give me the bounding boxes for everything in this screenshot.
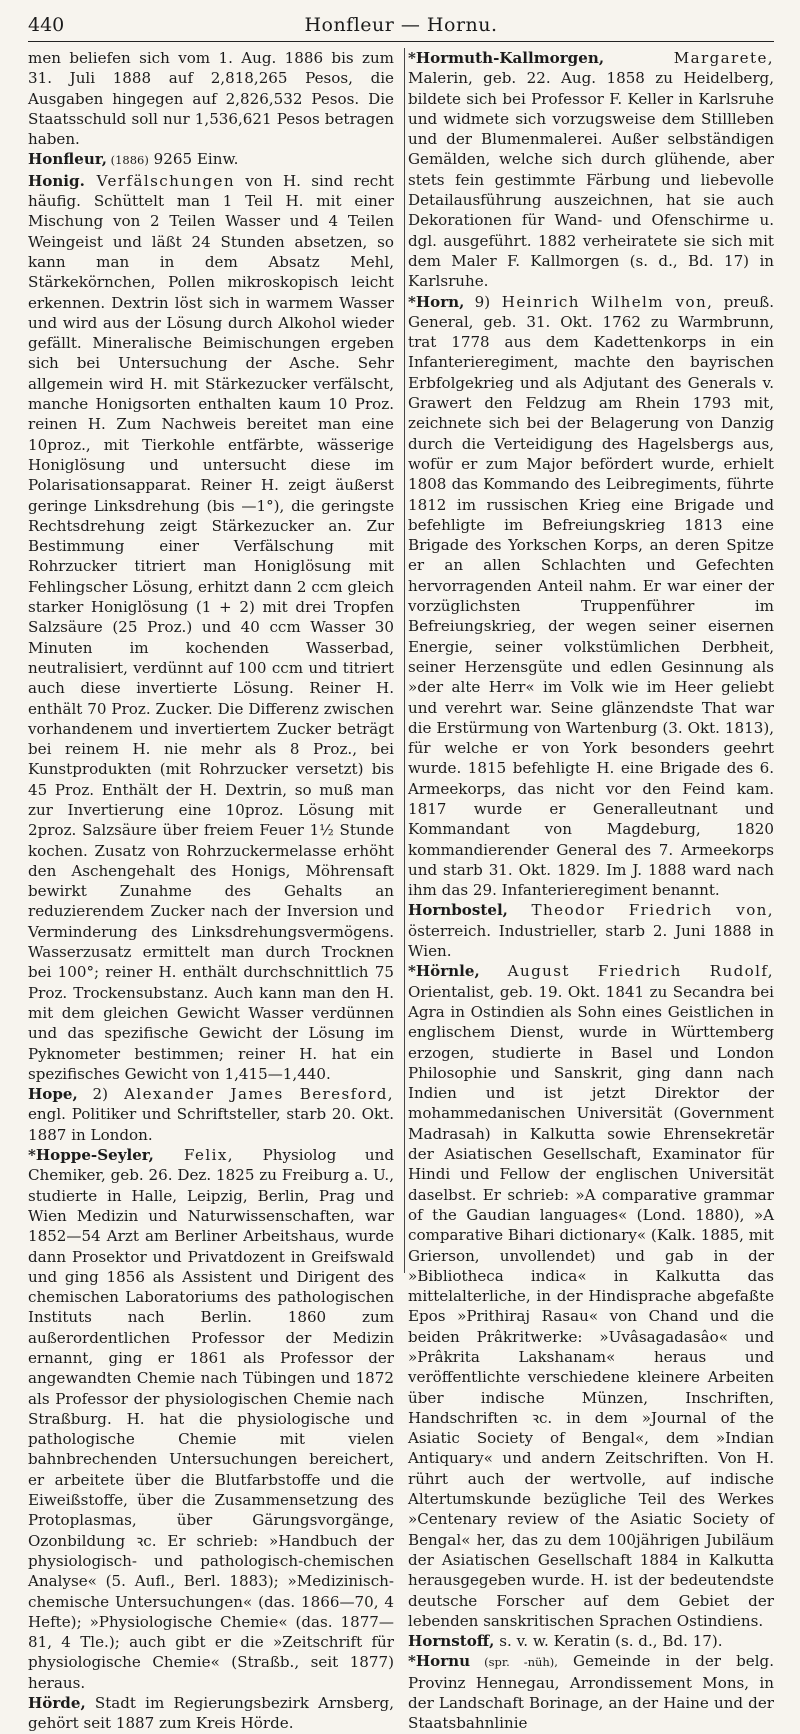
dictionary-entry [408, 1651, 774, 1733]
entry-text: Physiolog und Chemiker, geb. 26. Dez. 1825 zu Freiburg a. U., studierte in Halle, Leipzig, Berlin, Prag und Wien Medizin und Naturwissenschaften, war 1852—54 Arzt am Berliner Arbeitshaus, wurde dann Prosektor und Privatdozent in Greifswald und ging 1856 als Assistent und Dirigent des chemischen Laboratoriums des pathologischen Instituts nach Berlin. 1860 zum außerordentlichen Professor der Medizin ernannt, ging er 1861 als Professor der angewandten Chemie nach Tübingen und 1872 als Professor der physiologischen Chemie nach Straßburg. H. hat die physiologische und pathologische Chemie mit vielen bahnbrechenden Untersuchungen bereichert, er arbeitete über die Blutfarbstoffe und die Eiweißstoffe, über die Zusammensetzung des Protoplasmas, über Gärungsvorgänge, Ozonbildung ꝛc. Er schrieb: »Handbuch der physiologisch- und pathologisch-chemischen Analyse« (5. Aufl., Berl. 1883); »Medizinisch-chemische Untersuchungen« (das. 1866—70, 4 Hefte); »Physiologische Chemie« (das. 1877—81, 4 Tle.); auch gibt er die »Zeitschrift für physiologische Chemie« (Straßb., seit 1877) heraus. [28, 1146, 394, 1692]
entry-spaced-name: August Friedrich Rudolf, [479, 962, 774, 981]
dictionary-entry [408, 292, 774, 901]
entry-text: s. v. w. Keratin (s. d., Bd. 17). [494, 1632, 723, 1651]
entry-note: (1886) [106, 153, 149, 168]
entry-headword: *Hoppe-Seyler, [28, 1146, 154, 1165]
entry-spaced-name: Theodor Friedrich von, [507, 901, 774, 920]
dictionary-entry [408, 961, 774, 1631]
entry-headword: *Hörnle, [408, 962, 480, 981]
entry-spaced-name: Verfälschungen [84, 171, 235, 190]
text-columns [28, 48, 774, 1734]
entry-text: 9) [464, 292, 491, 311]
entry-headword: Hope, [28, 1085, 78, 1104]
entry-text-continued: engl. Politiker und Schriftsteller, starb 20. Okt. 1887 in London. [28, 1105, 394, 1144]
entry-text: von H. sind recht häufig. Schüttelt man 1 Teil H. mit einer Mischung von 2 Teilen Wasser und 4 Teilen Weingeist und läßt 24 Stunden absetzen, so kann man in dem Absatz Mehl, Stärkekörnchen, Pollen mikroskopisch leicht erkennen. Dextrin löst sich in warmem Wasser und wird aus der Lösung durch Alkohol wieder gefällt. Mineralische Beimischungen ergeben sich bei Untersuchung der Asche. Sehr allgemein wird H. mit Stärkezucker verfälscht, manche Honigsorten enthalten kaum 10 Proz. reinen H. Zum Nachweis bereitet man eine 10proz., mit Tierkohle entfärbte, wässerige Honiglösung und untersucht diese im Polarisationsapparat. Reiner H. zeigt äußerst geringe Linksdrehung (bis —1°), die geringste Rechtsdrehung zeigt Stärkezucker an. Zur Bestimmung einer Verfälschung mit Rohrzucker titriert man Honiglösung mit Fehlingscher Lösung, erhitzt dann 2 ccm gleich starker Honiglösung (1 + 2) mit drei Tropfen Salzsäure (25 Proz.) und 40 ccm Wasser 30 Minuten im kochenden Wasserbad, neutralisiert, verdünnt auf 100 ccm und titriert auch diese invertierte Lösung. Reiner H. enthält 70 Proz. Zucker. Die Differenz zwischen vorhandenem und invertiertem Zucker beträgt bei reinem H. nie mehr als 8 Proz., bei Kunstprodukten (mit Rohrzucker versetzt) bis 45 Proz. Enthält der H. Dextrin, so muß man zur Invertierung eine 10proz. Lösung mit 2proz. Salzsäure über freiem Feuer 1½ Stunde kochen. Zusatz von Rohrzuckermelasse erhöht den Aschengehalt des Honigs, Möhrensaft bewirkt Zunahme des Gehalts an reduzierendem Zucker nach der Inversion und Verminderung des Linksdrehungsvermögens. Wasserzusatz ermittelt man durch Trocknen bei 100°; reiner H. enthält durchschnittlich 75 Proz. Trockensubstanz. Auch kann man den H. mit dem gleichen Gewicht Wasser verdünnen und das spezifische Gewicht der Lösung im Pyknometer bestimmen; reiner H. hat ein spezifisches Gewicht von 1,415—1,440. [28, 171, 394, 1083]
entry-text: Malerin, geb. 22. Aug. 1858 zu Heidelberg, bildete sich bei Professor F. Keller in Karlsruhe und widmete sich vorzugsweise dem Stillleben und der Blumenmalerei. Außer selbständigen Gemälden, welche sich durch glühende, aber stets fein gestimmte Färbung und liebevolle Detailausführung auszeichnen, hat sie auch Dekorationen für Wand- und Ofenschirme u. dgl. ausgeführt. 1882 verheiratete sie sich mit dem Maler F. Kallmorgen (s. d., Bd. 17) in Karlsruhe. [408, 69, 774, 291]
entry-headword: *Horn, [408, 292, 465, 311]
dictionary-entry [28, 1145, 394, 1693]
entry-text: 9265 Einw. [148, 150, 239, 169]
entry-spaced-name: Heinrich Wilhelm von, [490, 292, 714, 311]
entry-text: Stadt im Regierungsbezirk Arnsberg, gehört seit 1887 zum Kreis Hörde. [28, 1694, 394, 1733]
entry-text: men beliefen sich vom 1. Aug. 1886 bis zum 31. Juli 1888 auf 2,818,265 Pesos, die Ausgaben hingegen auf 2,826,532 Pesos. Die Staatsschuld soll nur 1,536,621 Pesos betragen haben. [28, 49, 394, 149]
entry-headword: Honfleur, [28, 150, 107, 169]
dictionary-entry [28, 1693, 394, 1734]
entry-text: österreich. Industrieller, starb 2. Juni 1888 in Wien. [408, 921, 774, 961]
running-head: Honfleur — Hornu. [304, 14, 498, 36]
page-number: 440 [28, 14, 65, 36]
entry-text: Orientalist, geb. 19. Okt. 1841 zu Secandra bei Agra in Ostindien als Sohn eines Geistlichen in englischem Dienst, wurde in Württemberg erzogen, studierte in Basel und London Philosophie und Sanskrit, ging dann nach Indien und ist jetzt Direktor der mohammedanischen Universität (Government Madrasah) in Kalkutta sowie Ehrensekretär der Asiatischen Gesellschaft, Examinator für Hindi und Fellow der englischen Universität daselbst. Er schrieb: »A comparative grammar of the Gaudian languages« (Lond. 1880), »A comparative Bihari dictionary« (Kalk. 1885, mit Grierson, unvollendet) und gab in der »Bibliotheca indica« in Kalkutta das mittelalterliche, in der Hindisprache abgefaßte Epos »Prithiraj Rasau« von Chand und die beiden Prâkritwerke: »Uvâsagadasâo« und »Prâkrita Lakshanam« heraus und veröffentlichte verschiedene kleinere Arbeiten über indische Münzen, Inschriften, Handschriften ꝛc. in dem »Journal of the Asiatic Society of Bengal«, dem »Indian Antiquary« und andern Zeitschriften. Von H. rührt auch der wertvolle, auf indische Altertumskunde bezügliche Teil des Werkes »Centenary review of the Asiatic Society of Bengal« her, das zu dem 100jährigen Jubiläum der Asiatischen Gesellschaft 1884 in Kalkutta herausgegeben wurde. H. ist der bedeutendste deutsche Forscher auf dem Gebiet der lebenden sanskritischen Sprachen Ostindiens. [408, 982, 774, 1630]
entry-text: Gemeinde in der belg. Provinz Hennegau, Arrondissement Mons, in der Landschaft Borinage, an der Haine und der Staatsbahnlinie [408, 1652, 775, 1733]
page-header [28, 14, 774, 42]
entry-headword: Hornstoff, [408, 1632, 495, 1651]
entry-headword: *Hornu [408, 1652, 471, 1671]
dictionary-entry [28, 171, 394, 1084]
entry-headword: Honig. [28, 171, 85, 190]
left-column [28, 48, 394, 1734]
dictionary-entry [408, 900, 774, 961]
entry-headword: Hornbostel, [408, 901, 508, 920]
entry-spaced-name: Alexander James Beresford, [107, 1085, 394, 1104]
dictionary-entry [28, 1084, 394, 1145]
column-divider [404, 48, 405, 1273]
dictionary-entry [28, 149, 394, 170]
entry-text-continued: preuß. General, geb. 31. Okt. 1762 zu Warmbrunn, trat 1778 aus dem Kadettenkorps in ein Infanterieregiment, machte den bayrischen Erbfolgekrieg und als Adjutant des Generals v. Grawert den Feldzug am Rhein 1793 mit, zeichnete sich bei der Belagerung von Danzig durch die Verteidigung des Hagelsbergs aus, wofür er zum Major befördert wurde, erhielt 1808 das Kommando des Leibregiments, führte 1812 im russischen Krieg eine Brigade und befehligte im Befreiungskrieg 1813 eine Brigade des Yorkschen Korps, an deren Spitze er an allen Schlachten und Gefechten hervorragenden Anteil nahm. Er war einer der vorzüglichsten Truppenführer im Befreiungskrieg, der wegen seiner eisernen Energie, seiner volkstümlichen Derbheit, seiner Herzensgüte und edlen Gesinnung als »der alte Herr« im Volk wie im Heer geliebt und verehrt war. Seine glänzendste That war die Erstürmung von Wartenburg (3. Okt. 1813), für welche er von York besonders geehrt wurde. 1815 befehligte H. eine Brigade des 6. Armeekorps, das nicht vor den Feind kam. 1817 wurde er Generalleutnant und Kommandant von Magdeburg, 1820 kommandierender General des 7. Armeekorps und starb 31. Okt. 1829. Im J. 1888 ward nach ihm das 29. Infanterieregiment benannt. [408, 292, 774, 900]
continuation-text [28, 48, 394, 149]
entry-headword: Hörde, [28, 1694, 86, 1713]
entry-headword: *Hormuth-Kallmorgen, [408, 49, 605, 67]
entry-note: (spr. -nüh), [470, 1655, 558, 1670]
entry-text: 2) [77, 1085, 108, 1104]
entry-spaced-name: Margarete, [604, 49, 774, 67]
right-column [408, 48, 774, 1734]
dictionary-entry [408, 1631, 774, 1651]
dictionary-entry [408, 48, 774, 292]
entry-spaced-name: Felix, [153, 1146, 234, 1165]
